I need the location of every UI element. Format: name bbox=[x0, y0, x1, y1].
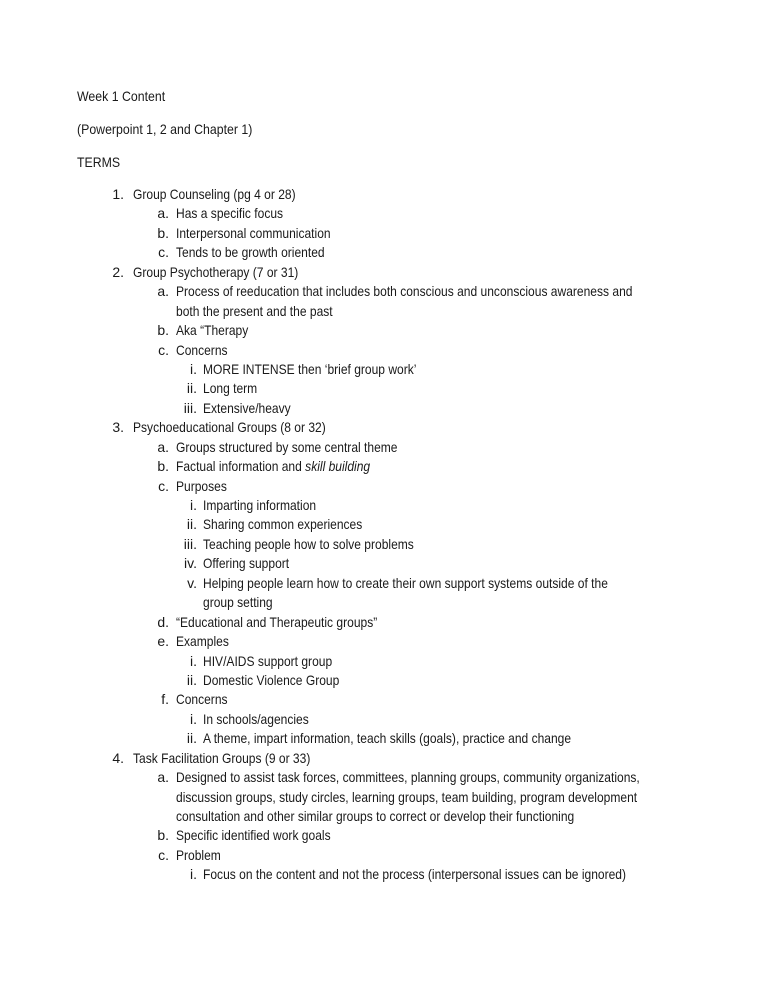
list-item-text bbox=[176, 282, 632, 301]
list-marker: 2. bbox=[112, 263, 124, 280]
list-item bbox=[0, 243, 768, 262]
list-marker: 4. bbox=[112, 749, 124, 766]
list-item-text bbox=[176, 477, 227, 496]
list-marker: iv. bbox=[184, 555, 197, 572]
list-marker: b. bbox=[157, 224, 169, 241]
list-item-text bbox=[203, 710, 309, 729]
list-item-text-plain: both the present and the past bbox=[176, 302, 333, 319]
list-item-text-plain: Has a specific focus bbox=[176, 205, 284, 222]
list-item-text bbox=[176, 826, 331, 845]
list-item-text bbox=[203, 360, 416, 379]
list-item-text-plain: Group Counseling (pg 4 or 28) bbox=[133, 186, 296, 202]
list-item-text bbox=[176, 204, 283, 223]
list-marker: c. bbox=[158, 244, 169, 261]
list-item-text bbox=[176, 690, 228, 709]
list-item-text-plain: HIV/AIDS support group bbox=[203, 652, 333, 669]
list-item-text bbox=[176, 243, 325, 262]
list-item bbox=[0, 263, 768, 282]
list-item-text-plain: Extensive/heavy bbox=[203, 399, 291, 416]
list-item-text-plain: Domestic Violence Group bbox=[203, 671, 340, 688]
list-marker: i. bbox=[190, 866, 197, 883]
list-item bbox=[0, 788, 768, 807]
list-item bbox=[0, 865, 768, 884]
list-item bbox=[0, 282, 768, 301]
list-item-text bbox=[203, 865, 626, 884]
list-item-text bbox=[203, 554, 289, 573]
list-item-text bbox=[176, 457, 370, 476]
list-item-text bbox=[203, 671, 339, 690]
list-item-text bbox=[176, 632, 229, 651]
list-marker: b. bbox=[157, 458, 169, 475]
list-item-text-plain: In schools/agencies bbox=[203, 710, 309, 727]
list-marker: a. bbox=[157, 205, 169, 222]
list-item-text-plain: Offering support bbox=[203, 555, 290, 572]
list-item-text bbox=[203, 379, 257, 398]
list-item-text-plain: MORE INTENSE then ‘brief group work’ bbox=[203, 360, 417, 377]
list-item bbox=[0, 535, 768, 554]
list-item-text-plain: Long term bbox=[203, 380, 258, 397]
list-item bbox=[0, 185, 768, 204]
list-item bbox=[0, 360, 768, 379]
list-marker: c. bbox=[158, 846, 169, 863]
list-item-text-plain: Examples bbox=[176, 633, 229, 650]
list-item bbox=[0, 224, 768, 243]
list-marker: v. bbox=[187, 574, 197, 591]
list-item-text bbox=[133, 418, 326, 437]
list-item-text bbox=[203, 574, 608, 593]
list-marker: c. bbox=[158, 477, 169, 494]
list-item-text bbox=[176, 807, 574, 826]
list-item bbox=[0, 554, 768, 573]
section-heading: TERMS bbox=[77, 154, 121, 170]
list-marker: b. bbox=[157, 827, 169, 844]
list-item bbox=[0, 438, 768, 457]
list-item bbox=[0, 574, 768, 593]
list-item-text-plain: Helping people learn how to create their own support systems outside of the bbox=[203, 574, 608, 591]
list-item-text-plain: Group Psychotherapy (7 or 31) bbox=[133, 263, 299, 280]
list-marker: a. bbox=[157, 283, 169, 300]
list-item-text bbox=[176, 768, 640, 787]
list-item-text bbox=[203, 515, 362, 534]
list-item bbox=[0, 515, 768, 534]
list-item-text bbox=[176, 341, 228, 360]
list-item-text-plain: consultation and other similar groups to correct or develop their functioning bbox=[176, 808, 575, 824]
list-marker: 3. bbox=[112, 419, 124, 436]
list-marker: ii. bbox=[186, 516, 197, 533]
list-item-text-plain: Sharing common experiences bbox=[203, 516, 363, 533]
list-marker: iii. bbox=[183, 535, 197, 552]
list-item-text-plain: Task Facilitation Groups (9 or 33) bbox=[133, 749, 311, 766]
list-item bbox=[0, 379, 768, 398]
list-item bbox=[0, 807, 768, 826]
list-marker: b. bbox=[157, 322, 169, 339]
list-item-text bbox=[176, 438, 398, 457]
list-item bbox=[0, 593, 768, 612]
list-item-text bbox=[133, 185, 296, 204]
list-item-text bbox=[176, 321, 248, 340]
list-item-text-plain: Factual information and bbox=[176, 458, 306, 475]
list-item bbox=[0, 768, 768, 787]
list-item-text bbox=[176, 613, 377, 632]
list-marker: d. bbox=[157, 613, 169, 630]
list-item bbox=[0, 690, 768, 709]
list-marker: i. bbox=[190, 360, 197, 377]
list-item-text bbox=[176, 788, 637, 807]
list-item bbox=[0, 496, 768, 515]
list-item bbox=[0, 671, 768, 690]
list-item-text bbox=[203, 496, 316, 515]
list-item bbox=[0, 613, 768, 632]
list-item-text-plain: Specific identified work goals bbox=[176, 827, 331, 844]
list-item bbox=[0, 321, 768, 340]
list-item-text-plain: Teaching people how to solve problems bbox=[203, 535, 414, 552]
document-subtitle: (Powerpoint 1, 2 and Chapter 1) bbox=[77, 121, 253, 137]
list-item-text-plain: Concerns bbox=[176, 341, 228, 358]
list-item bbox=[0, 418, 768, 437]
list-marker: 1. bbox=[112, 186, 124, 202]
list-item-text bbox=[176, 302, 333, 321]
list-marker: e. bbox=[157, 633, 169, 650]
list-item-text bbox=[176, 846, 221, 865]
list-item-text-plain: Tends to be growth oriented bbox=[176, 244, 325, 261]
list-item bbox=[0, 302, 768, 321]
list-item-text-plain: Interpersonal communication bbox=[176, 224, 331, 241]
list-item bbox=[0, 652, 768, 671]
list-item bbox=[0, 204, 768, 223]
list-item-text-plain: Imparting information bbox=[203, 497, 317, 513]
list-item-text-plain: Aka “Therapy bbox=[176, 322, 249, 339]
list-item bbox=[0, 729, 768, 748]
list-marker: c. bbox=[158, 341, 169, 358]
list-item-text-plain: Designed to assist task forces, committees, planning groups, community organizations, bbox=[176, 769, 640, 786]
list-item-text bbox=[133, 263, 298, 282]
list-item bbox=[0, 826, 768, 845]
list-item-text bbox=[203, 652, 332, 671]
list-item-text-plain: A theme, impart information, teach skills (goals), practice and change bbox=[203, 730, 572, 747]
list-item bbox=[0, 477, 768, 496]
list-item-text-plain: group setting bbox=[203, 594, 273, 611]
list-item bbox=[0, 399, 768, 418]
list-item-text-plain: Concerns bbox=[176, 691, 228, 708]
list-marker: ii. bbox=[186, 380, 197, 397]
list-item-text bbox=[203, 399, 291, 418]
terms-list bbox=[0, 185, 768, 885]
list-item-text-plain: Problem bbox=[176, 846, 221, 863]
list-marker: f. bbox=[161, 691, 169, 708]
document-title: Week 1 Content bbox=[77, 88, 166, 104]
list-item-text-plain: discussion groups, study circles, learning groups, team building, program development bbox=[176, 788, 638, 805]
list-item-text bbox=[203, 593, 273, 612]
list-marker: i. bbox=[190, 497, 197, 513]
list-item bbox=[0, 457, 768, 476]
list-item-text-plain: Focus on the content and not the process (interpersonal issues can be ignored) bbox=[203, 866, 626, 883]
list-item-text-plain: “Educational and Therapeutic groups” bbox=[176, 613, 378, 630]
list-item-text bbox=[133, 749, 310, 768]
list-marker: ii. bbox=[186, 671, 197, 688]
list-marker: a. bbox=[157, 769, 169, 786]
list-item-text-plain: Groups structured by some central theme bbox=[176, 438, 398, 455]
list-item-text bbox=[176, 224, 331, 243]
list-item-text-italic: skill building bbox=[305, 458, 371, 475]
list-item-text-plain: Purposes bbox=[176, 477, 227, 494]
list-item bbox=[0, 749, 768, 768]
list-item bbox=[0, 846, 768, 865]
list-marker: iii. bbox=[183, 399, 197, 416]
list-item-text-plain: Process of reeducation that includes both conscious and unconscious awareness and bbox=[176, 283, 633, 300]
list-marker: ii. bbox=[186, 730, 197, 747]
list-item-text-plain: Psychoeducational Groups (8 or 32) bbox=[133, 419, 326, 436]
list-item bbox=[0, 710, 768, 729]
list-marker: a. bbox=[157, 438, 169, 455]
list-item-text bbox=[203, 535, 414, 554]
list-marker: i. bbox=[190, 652, 197, 669]
list-item-text bbox=[203, 729, 571, 748]
list-marker: i. bbox=[190, 710, 197, 727]
list-item bbox=[0, 341, 768, 360]
list-item bbox=[0, 632, 768, 651]
